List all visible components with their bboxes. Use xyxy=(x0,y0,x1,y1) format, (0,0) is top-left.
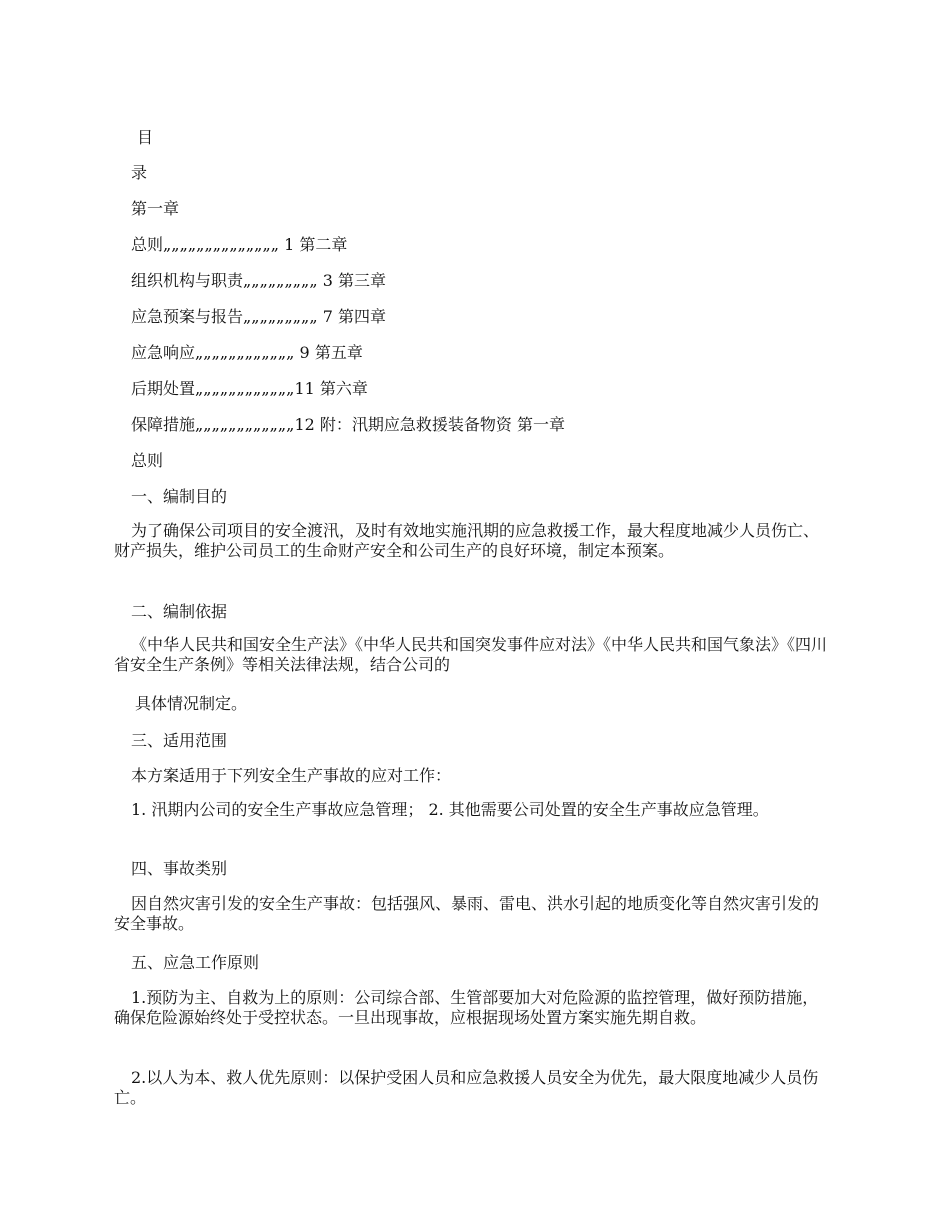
toc-title-char-2: 录 xyxy=(131,163,148,182)
toc-entry: 后期处置„„„„„„„„„„„„11 第六章 xyxy=(131,379,368,398)
section-heading: 五、应急工作原则 xyxy=(131,953,260,972)
toc-entry: 应急预案与报告„„„„„„„„„ 7 第四章 xyxy=(131,307,386,326)
list-item: 2.以人为本、救人优先原则：以保护受困人员和应急救援人员安全为优先，最大限度地减少人员伤亡。 xyxy=(114,1068,819,1107)
section-heading: 一、编制目的 xyxy=(131,487,228,506)
list-item: 1.预防为主、自救为上的原则：公司综合部、生管部要加大对危险源的监控管理，做好预防措施，确保危险源始终处于受控状态。一旦出现事故，应根据现场处置方案实施先期自救。 xyxy=(114,988,819,1027)
toc-entry: 总则„„„„„„„„„„„„„„ 1 第二章 xyxy=(131,235,348,254)
paragraph-continuation: 具体情况制定。 xyxy=(135,694,248,713)
paragraph: 为了确保公司项目的安全渡汛，及时有效地实施汛期的应急救援工作，最大程度地减少人员伤亡、财产损失，维护公司员工的生命财产安全和公司生产的良好环境，制定本预案。 xyxy=(114,521,820,560)
section-heading: 四、事故类别 xyxy=(131,859,228,878)
toc-entry: 保障措施„„„„„„„„„„„„12 附：汛期应急救援装备物资 第一章 xyxy=(131,415,566,434)
section-heading: 二、编制依据 xyxy=(131,602,228,621)
list-paragraph: 1. 汛期内公司的安全生产事故应急管理； 2. 其他需要公司处置的安全生产事故应急管理。 xyxy=(131,800,769,819)
paragraph: 本方案适用于下列安全生产事故的应对工作： xyxy=(131,766,452,785)
section-heading: 三、适用范围 xyxy=(131,731,228,750)
paragraph: 因自然灾害引发的安全生产事故：包括强风、暴雨、雷电、洪水引起的地质变化等自然灾害引发的安全事故。 xyxy=(114,894,820,933)
toc-entry: 组织机构与职责„„„„„„„„„ 3 第三章 xyxy=(131,271,386,290)
toc-entry: 第一章 xyxy=(131,199,180,218)
toc-entry: 应急响应„„„„„„„„„„„„ 9 第五章 xyxy=(131,343,363,362)
toc-title-char-1: 目 xyxy=(137,128,154,147)
paragraph: 《中华人民共和国安全生产法》《中华人民共和国突发事件应对法》《中华人民共和国气象法》《四川省安全生产条例》等相关法律法规，结合公司的 xyxy=(114,635,828,674)
toc-entry: 总则 xyxy=(131,451,164,470)
